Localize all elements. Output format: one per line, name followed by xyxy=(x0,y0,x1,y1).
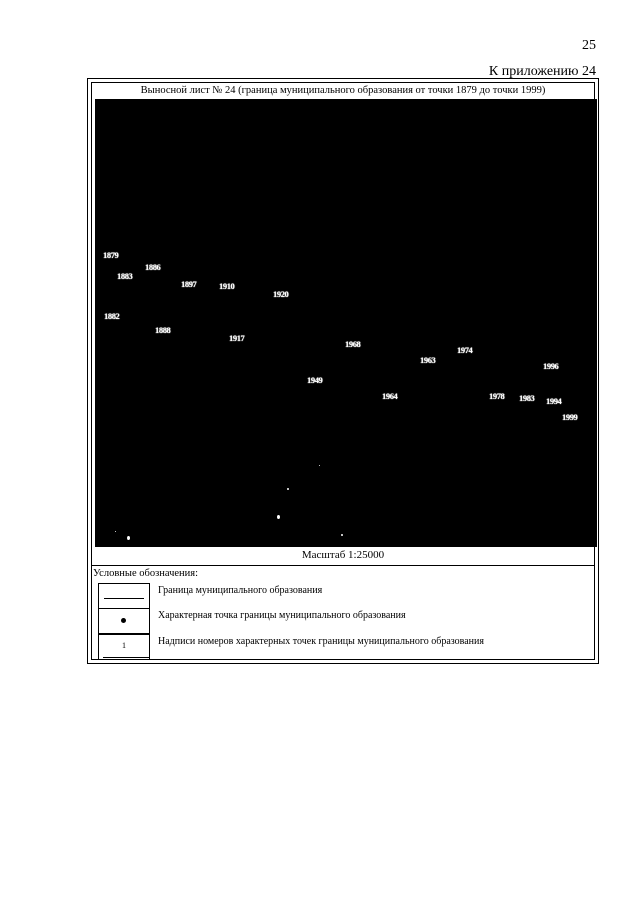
map-point-dot xyxy=(127,536,130,540)
point-label-1978: 1978 xyxy=(489,391,505,401)
map-point-dot xyxy=(319,465,320,466)
legend-symbol-point xyxy=(98,608,150,634)
legend-divider xyxy=(92,565,594,566)
sheet-title: Выносной лист № 24 (граница муниципального образования от точки 1879 до точки 1999) xyxy=(140,85,546,96)
map-point-dot xyxy=(341,534,343,536)
point-label-1883: 1883 xyxy=(117,271,133,281)
point-label-1949: 1949 xyxy=(307,375,323,385)
label-icon: 1 xyxy=(122,641,126,650)
point-label-1994: 1994 xyxy=(546,396,562,406)
legend-symbol-label xyxy=(98,634,150,660)
point-label-1963: 1963 xyxy=(420,355,436,365)
point-label-1974: 1974 xyxy=(457,345,473,355)
point-label-1983: 1983 xyxy=(519,393,535,403)
legend-text-point: Характерная точка границы муниципального образования xyxy=(158,610,406,621)
legend-text-boundary: Граница муниципального образования xyxy=(158,585,323,596)
point-label-1886: 1886 xyxy=(145,262,161,272)
map-area[interactable] xyxy=(95,99,597,547)
legend-text-label: Надписи номеров характерных точек границы муниципального образования xyxy=(158,636,484,647)
point-label-1879: 1879 xyxy=(103,250,119,260)
sheet-inner-frame xyxy=(91,82,595,660)
point-label-1968: 1968 xyxy=(345,339,361,349)
point-label-1917: 1917 xyxy=(229,333,245,343)
legend-symbol-boundary xyxy=(98,583,150,609)
point-label-1882: 1882 xyxy=(104,311,120,321)
point-label-1999: 1999 xyxy=(562,412,578,422)
label-underline xyxy=(103,657,149,658)
legend-title: Условные обозначения: xyxy=(93,568,199,579)
sheet-frame xyxy=(87,78,599,664)
page-number: 25 xyxy=(582,38,596,53)
point-label-1910: 1910 xyxy=(219,281,235,291)
map-point-dot xyxy=(287,488,289,490)
point-label-1996: 1996 xyxy=(543,361,559,371)
point-label-1897: 1897 xyxy=(181,279,197,289)
map-point-dot xyxy=(115,531,116,532)
scale-label: Масштаб 1:25000 xyxy=(301,549,385,561)
line-icon xyxy=(104,598,144,599)
appendix-label: К приложению 24 xyxy=(488,64,596,79)
point-label-1920: 1920 xyxy=(273,289,289,299)
dot-icon xyxy=(121,618,126,623)
point-label-1964: 1964 xyxy=(382,391,398,401)
map-point-dot xyxy=(277,515,280,519)
point-label-1888: 1888 xyxy=(155,325,171,335)
